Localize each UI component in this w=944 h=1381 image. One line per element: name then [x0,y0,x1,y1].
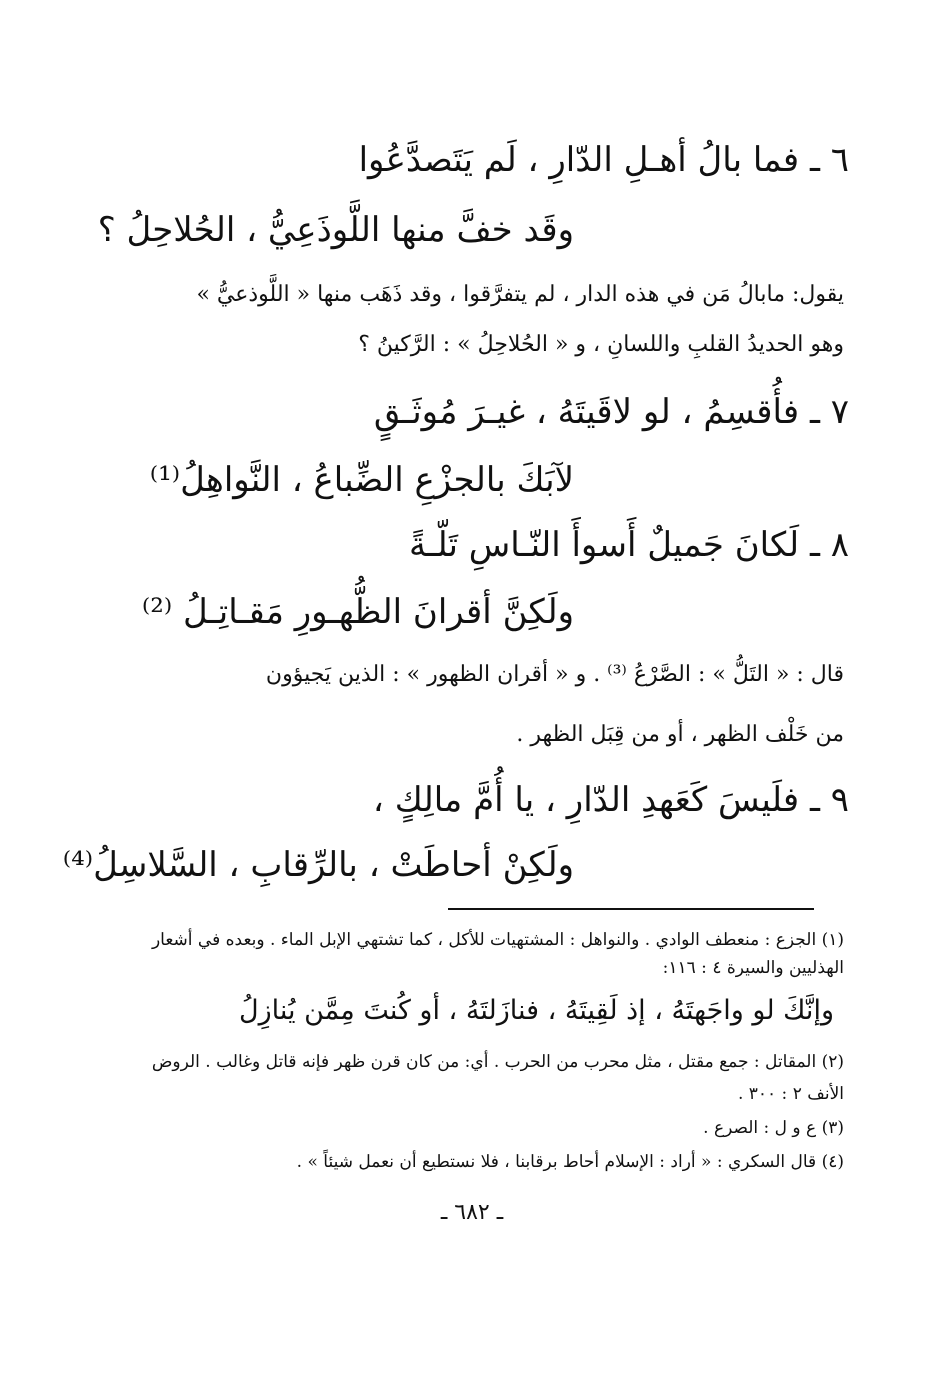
footnote-3: (٣) ع و ل : الصرع . [703,1118,844,1138]
commentary-line: من خَلْف الظهر ، أو من قِبَل الظهر . [516,722,844,747]
verse-7-first-hemistich: ٧ ـ فأُقسِمُ ، لو لاقَيتَهُ ، غيـرَ مُوثَـقٍ [373,392,849,432]
verse-8-first-hemistich: ٨ ـ لَكانَ جَميلٌ أَسوأَ النّـاسِ تَلّـةً [409,525,849,565]
footnote-divider [448,908,814,910]
footnote-1-line: الهذليين والسيرة ٤ : ١١٦: [662,958,844,978]
footnote-1-verse: وإنَّكَ لو واجَهتَهُ ، إذ لَقِيتَهُ ، فنازَلتَهُ ، أو كُنتَ مِمَّن يُنازِلُ [239,995,834,1026]
commentary-line: وهو الحديدُ القلبِ واللسانِ ، و « الحُلاحِلُ » : الرَّكينُ ؟ [358,332,844,357]
verse-7-second-hemistich: لآبَكَ بالجزْعِ الضِّباعُ ، النَّواهِلُ⁽¹⁾ [149,460,574,500]
verse-9-second-hemistich: ولَكِنْ أحاطَتْ ، بالرِّقابِ ، السَّلاسِلُ⁽⁴⁾ [62,845,574,885]
commentary-line: يقول: مابالُ مَن في هذه الدار ، لم يتفرَّقوا ، وقد ذَهَب منها « اللَّوذعيُّ » [196,282,844,307]
footnote-2-line: الأنف ٢ : ٣٠٠ . [737,1084,844,1104]
footnote-4: (٤) قال السكري : « أراد : الإسلام أحاط برقابنا ، فلا نستطيع أن نعمل شيئاً » . [296,1152,844,1172]
verse-6-second-hemistich: وقَد خفَّ منها اللَّوذَعِيُّ ، الحُلاحِلُ ؟ [97,210,574,250]
footnote-2-line: (٢) المقاتل : جمع مقتل ، مثل محرب من الحرب . أي: من كان قرن ظهر فإنه قاتل وغالب . الروض [151,1052,844,1072]
footnote-1-line: (١) الجزع : منعطف الوادي . والنواهل : المشتهيات للأكل ، كما تشتهي الإبل الماء . وبعده في أشعار [151,930,844,950]
page-number: ـ ٦٨٢ ـ [440,1200,504,1225]
verse-6-first-hemistich: ٦ ـ فما بالُ أهـلِ الدّارِ ، لَم يَتَصدَّعُوا [358,140,849,180]
commentary-line: قال : « التَلُّ » : الصَّرْعُ ⁽³⁾ . و « أقران الظهور » : الذين يَجيؤون [265,662,844,687]
verse-9-first-hemistich: ٩ ـ فلَيسَ كَعَهدِ الدّارِ ، يا أُمَّ مالِكٍ ، [372,780,849,820]
verse-8-second-hemistich: ولَكِنَّ أقرانَ الظُّهـورِ مَقـاتِـلُ ⁽²⁾ [141,592,574,632]
